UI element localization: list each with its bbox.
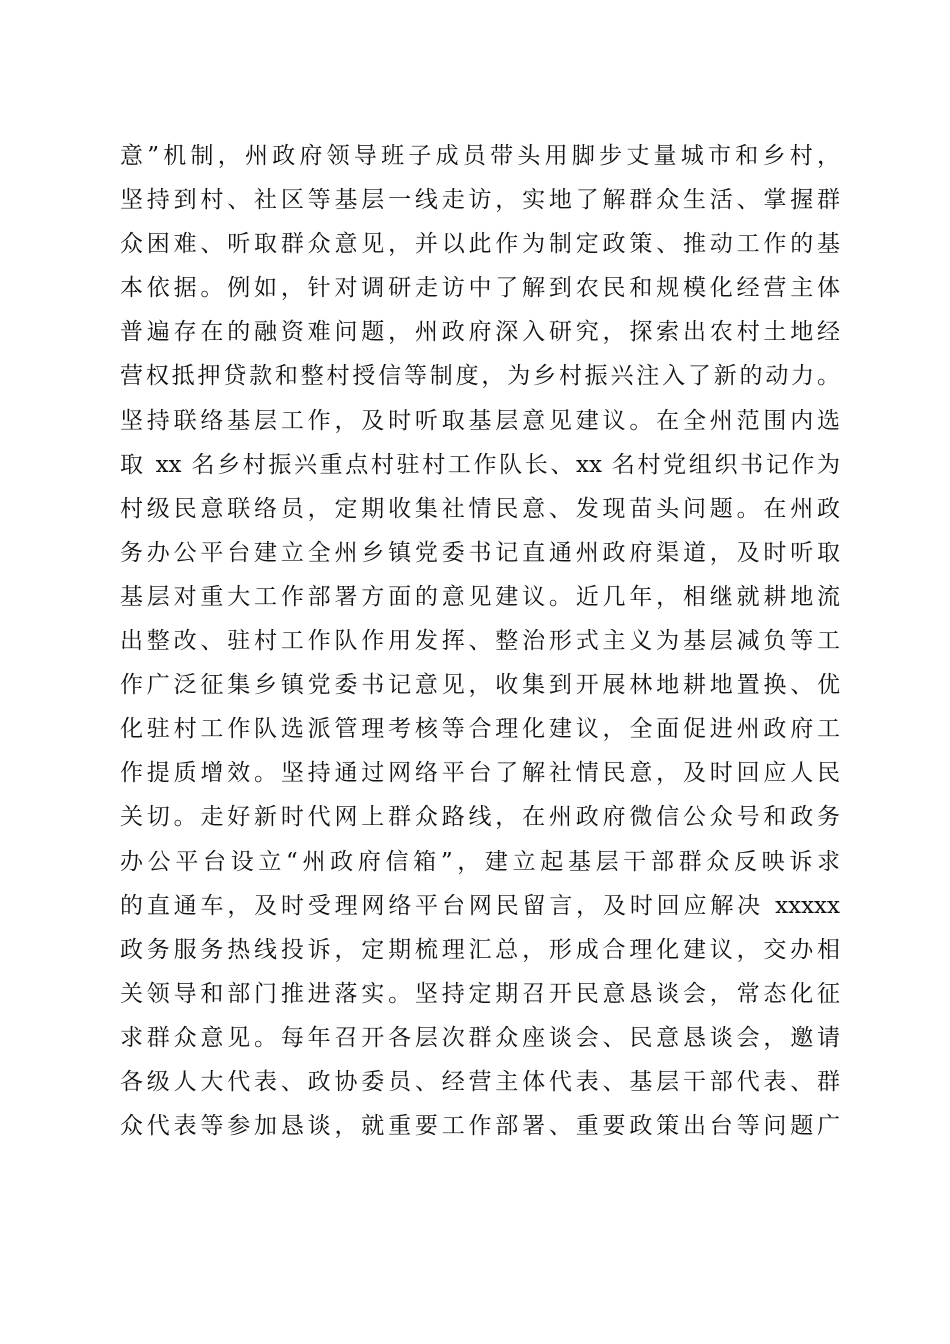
text-line: 关切。走好新时代网上群众路线，在州政府微信公众号和政务 — [120, 804, 840, 831]
text-line: 营权抵押贷款和整村授信等制度，为乡村振兴注入了新的动力。 — [120, 363, 840, 390]
text-line: 政务服务热线投诉，定期梳理汇总，形成合理化建议，交办相 — [120, 936, 840, 963]
text-line: 本依据。例如，针对调研走访中了解到农民和规模化经营主体 — [120, 275, 840, 302]
text-line: 普遍存在的融资难问题，州政府深入研究，探索出农村土地经 — [120, 319, 840, 346]
text-line: 作广泛征集乡镇党委书记意见，收集到开展林地耕地置换、优 — [120, 672, 840, 699]
text-line: 办公平台设立“州政府信箱”，建立起基层干部群众反映诉求 — [120, 848, 840, 875]
text-line: 关领导和部门推进落实。坚持定期召开民意恳谈会，常态化征 — [120, 980, 840, 1007]
text-line: 意”机制，州政府领导班子成员带头用脚步丈量城市和乡村， — [120, 143, 840, 169]
text-line: 众困难、听取群众意见，并以此作为制定政策、推动工作的基 — [120, 231, 840, 258]
text-line: 坚持联络基层工作，及时听取基层意见建议。在全州范围内选 — [120, 407, 840, 434]
text-line: 基层对重大工作部署方面的意见建议。近几年，相继就耕地流 — [120, 583, 840, 610]
text-line: 出整改、驻村工作队作用发挥、整治形式主义为基层减负等工 — [120, 628, 840, 655]
text-line: 作提质增效。坚持通过网络平台了解社情民意，及时回应人民 — [120, 760, 840, 787]
text-line: 村级民意联络员，定期收集社情民意、发现苗头问题。在州政 — [120, 495, 840, 522]
text-line: 求群众意见。每年召开各层次群众座谈会、民意恳谈会，邀请 — [120, 1024, 840, 1051]
text-line: 各级人大代表、政协委员、经营主体代表、基层干部代表、群 — [120, 1068, 840, 1095]
text-line: 的直通车，及时受理网络平台网民留言，及时回应解决 xxxxx — [120, 892, 840, 919]
text-line: 坚持到村、社区等基层一线走访，实地了解群众生活、掌握群 — [120, 187, 840, 214]
body-paragraph — [120, 134, 840, 1148]
text-line: 众代表等参加恳谈，就重要工作部署、重要政策出台等问题广 — [120, 1113, 840, 1140]
text-line: 务办公平台建立全州乡镇党委书记直通州政府渠道，及时听取 — [120, 539, 840, 566]
text-line: 化驻村工作队选派管理考核等合理化建议，全面促进州政府工 — [120, 716, 840, 743]
text-line: 取 xx 名乡村振兴重点村驻村工作队长、xx 名村党组织书记作为 — [120, 451, 840, 478]
